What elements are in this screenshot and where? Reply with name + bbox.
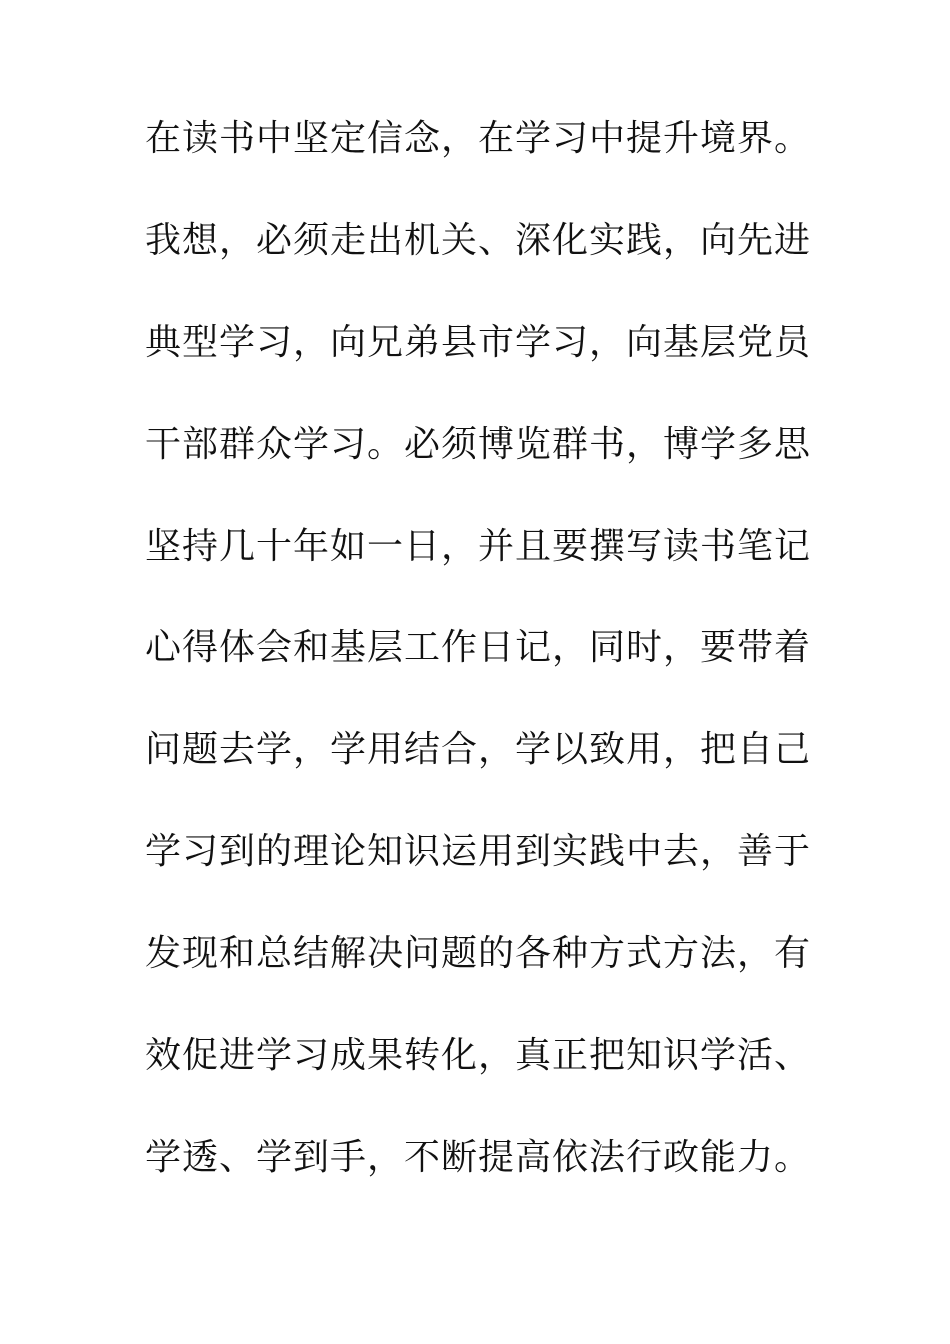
text-line: 坚持几十年如一日，并且要撰写读书笔记 — [145, 525, 812, 567]
text-line: 学透、学到手，不断提高依法行政能力。 — [145, 1136, 812, 1178]
text-line: 问题去学，学用结合，学以致用，把自己 — [145, 729, 812, 771]
text-line: 在读书中坚定信念，在学习中提升境界。 — [145, 118, 812, 159]
text-line: 效促进学习成果转化，真正把知识学活、 — [145, 1035, 812, 1077]
text-line: 干部群众学习。必须博览群书，博学多思 — [145, 423, 812, 465]
text-line: 学习到的理论知识运用到实践中去，善于 — [145, 831, 812, 873]
text-line: 我想，必须走出机关、深化实践，向先进 — [145, 219, 812, 261]
text-line: 典型学习，向兄弟县市学习，向基层党员 — [145, 321, 812, 363]
text-line: 发现和总结解决问题的各种方式方法，有 — [145, 933, 812, 975]
body-paragraph — [145, 120, 825, 1241]
text-line: 心得体会和基层工作日记，同时，要带着 — [145, 627, 812, 669]
